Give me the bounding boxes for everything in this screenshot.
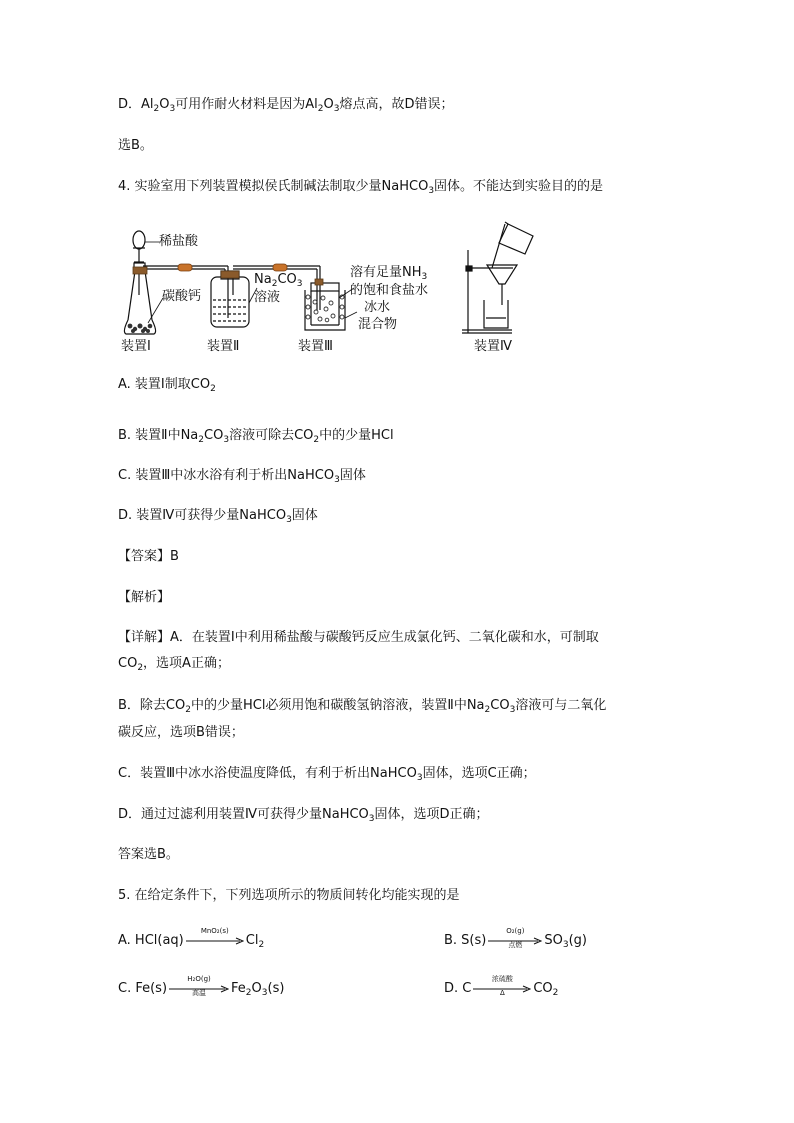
q4-final-answer: 答案选B。	[118, 847, 179, 862]
reaction-arrow: H₂O(g) 高温	[169, 985, 229, 993]
prev-option-d: D．$Al_2O_3$可用作耐火材料是因为$Al_2O_3$熔点高，故D错误；	[118, 97, 454, 114]
q5-option-b: B. S(s) O₂(g) 点燃 $SO_3(g)$	[444, 926, 587, 950]
q4-detail-b-line2: 碳反应，选项B错误；	[118, 725, 244, 740]
prev-select: 选B。	[118, 138, 153, 153]
q4-detail-b-line1: B．除去$CO_2$中的少量HCl必须用饱和碳酸氢钠溶液，装置Ⅱ中$Na_2CO_3$溶液可与二氧化	[118, 698, 607, 715]
q4-answer: 【答案】B	[118, 549, 179, 564]
q4-detail-a-line2: $CO_2$，选项A正确；	[118, 656, 230, 673]
q4-detail-c: C．装置Ⅲ中冰水浴使温度降低，有利于析出NaHCO$_3$固体，选项C正确；	[118, 766, 536, 783]
label-dilute-hcl: 稀盐酸	[159, 234, 199, 249]
q5-option-d: D. C 浓硫酸 Δ $CO_2$	[444, 974, 559, 998]
reaction-arrow: 浓硫酸 Δ	[473, 985, 531, 993]
label-device-1: 装置Ⅰ	[121, 339, 151, 354]
label-caco3: 碳酸钙	[162, 289, 202, 304]
q4-option-d: D. 装置Ⅳ可获得少量NaHCO$_3$固体	[118, 508, 318, 525]
apparatus-figure	[0, 0, 794, 370]
q4-analysis-label: 【解析】	[118, 590, 171, 605]
label-mixture: 混合物	[358, 317, 398, 332]
q4-detail-a-line1: 【详解】A．在装置Ⅰ中利用稀盐酸与碳酸钙反应生成氯化钙、二氧化碳和水，可制取	[118, 630, 599, 645]
q5-option-a: A. HCl(aq) MnO₂(s) $Cl_2$	[118, 926, 265, 950]
label-solution: 溶液	[254, 290, 281, 305]
label-device-2: 装置Ⅱ	[207, 339, 240, 354]
q5-option-c: C. Fe(s) H₂O(g) 高温 $Fe_2O_3(s)$	[118, 974, 285, 998]
label-na2co3: $Na_2CO_3$	[254, 272, 303, 289]
label-device-3: 装置Ⅲ	[298, 339, 333, 354]
reaction-arrow: MnO₂(s)	[186, 937, 244, 945]
label-ice-water: 冰水	[364, 300, 391, 315]
q5-stem: 5. 在给定条件下，下列选项所示的物质间转化均能实现的是	[118, 888, 460, 903]
apparatus-drawing	[0, 0, 794, 370]
q4-option-a: A. 装置Ⅰ制取$CO_2$	[118, 377, 216, 394]
label-saturated-brine-line2: 的饱和食盐水	[350, 283, 429, 298]
reaction-arrow: O₂(g) 点燃	[488, 937, 542, 945]
q4-detail-d: D．通过过滤利用装置Ⅳ可获得少量NaHCO$_3$固体，选项D正确；	[118, 807, 489, 824]
q4-stem: 4. 实验室用下列装置模拟侯氏制碱法制取少量NaHCO$_3$固体。不能达到实验目的的是	[118, 179, 604, 196]
q4-option-c: C. 装置Ⅲ中冰水浴有利于析出NaHCO$_3$固体	[118, 468, 366, 485]
q4-option-b: B. 装置Ⅱ中$Na_2CO_3$溶液可除去$CO_2$中的少量HCl	[118, 428, 394, 445]
label-saturated-brine: 溶有足量$NH_3$	[350, 265, 428, 282]
label-device-4: 装置Ⅳ	[474, 339, 512, 354]
